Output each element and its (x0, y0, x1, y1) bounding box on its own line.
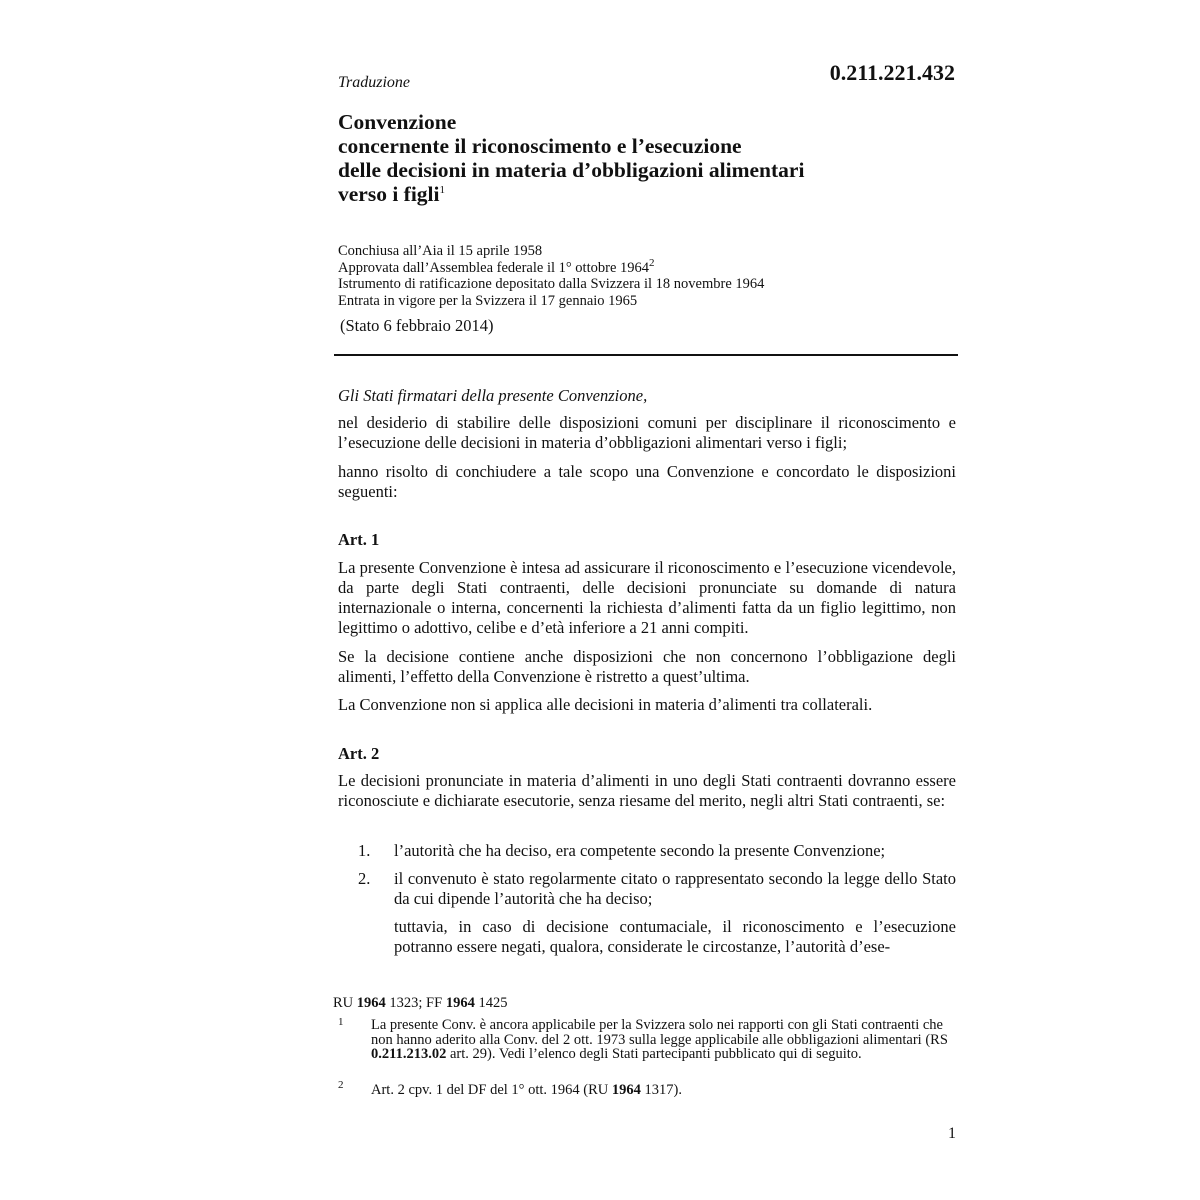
list-item-number: 1. (358, 841, 371, 860)
article-heading: Art. 1 (338, 530, 380, 549)
title-line-text: verso i figli (338, 182, 440, 206)
preamble-paragraph: nel desiderio di stabilire delle disposizioni comuni per disciplinare il riconoscimento e l’esecuzione delle decisioni in materia d’obbligazioni alimentari verso i figli; (338, 413, 956, 452)
status-date: (Stato 6 febbraio 2014) (340, 316, 494, 335)
footnote-text: La presente Conv. è ancora applicabile per la Svizzera solo nei rapporti con gli Stati contraenti che non hanno aderito alla Conv. del 2 ott. 1973 sulla legge applicabile alle obbligazioni alimentari (RS 0.211.213.02 art. 29). Vedi l’elenco degli Stati partecipanti pubblicato qui di seguito. (371, 1017, 948, 1062)
title-line: Convenzione (338, 110, 457, 134)
footnote-number: 2 (338, 1079, 344, 1091)
preamble-intro: Gli Stati firmatari della presente Convenzione, (338, 386, 648, 405)
publication-reference: RU 1964 1323; FF 1964 1425 (333, 995, 508, 1011)
article-paragraph: La presente Convenzione è intesa ad assicurare il riconoscimento e l’esecuzione vicendevole, da parte degli Stati contraenti, delle decisioni pronunciate su domande di natura internazionale o interna, concernenti la richiesta d’alimenti fatta da un figlio legittimo, non legittimo o adottivo, celibe e d’età inferiore a 21 anni compiti. (338, 558, 956, 637)
document-number: 0.211.221.432 (829, 60, 955, 85)
footnote-text: Art. 2 cpv. 1 del DF del 1° ott. 1964 (RU 1964 1317). (371, 1082, 682, 1098)
footnote-number: 1 (338, 1016, 344, 1028)
list-item-text: il convenuto è stato regolarmente citato o rappresentato secondo la legge dello Stato da cui dipende l’autorità che ha deciso; (394, 869, 956, 908)
page-number: 1 (948, 1125, 956, 1142)
article-heading: Art. 2 (338, 744, 380, 763)
list-item-number: 2. (358, 869, 371, 888)
article-paragraph: Le decisioni pronunciate in materia d’alimenti in uno degli Stati contraenti dovranno essere riconosciute e dichiarate esecutorie, senza riesame del merito, negli altri Stati contraenti, se: (338, 771, 956, 810)
footnote-ref[interactable]: 2 (649, 256, 655, 269)
translation-label: Traduzione (338, 74, 411, 91)
title-line: delle decisioni in materia d’obbligazioni alimentari (338, 158, 805, 182)
article-paragraph: Se la decisione contiene anche disposizioni che non concernono l’obbligazione degli alimenti, l’effetto della Convenzione è ristretto a quest’ultima. (338, 647, 956, 686)
entry-into-force-date: Entrata in vigore per la Svizzera il 17 gennaio 1965 (338, 292, 638, 309)
title-line: concernente il riconoscimento e l’esecuzione (338, 134, 742, 158)
approved-date: Approvata dall’Assemblea federale il 1° ottobre 1964$^2$ (338, 256, 655, 276)
footnote-ref[interactable]: 1 (439, 183, 446, 196)
document-title (338, 110, 958, 206)
preamble-paragraph: hanno risolto di conchiudere a tale scopo una Convenzione e concordato le disposizioni seguenti: (338, 462, 956, 501)
header-divider (334, 354, 958, 356)
list-item-text: l’autorità che ha deciso, era competente secondo la presente Convenzione; (394, 841, 886, 860)
article-paragraph: La Convenzione non si applica alle decisioni in materia d’alimenti tra collaterali. (338, 695, 873, 714)
title-line (338, 182, 958, 206)
concluded-date: Conchiusa all’Aia il 15 aprile 1958 (338, 243, 543, 259)
list-item-continuation: tuttavia, in caso di decisione contumaciale, il riconoscimento e l’esecuzione potranno essere negati, qualora, considerate le circostanze, l’autorità d’ese- (394, 917, 956, 956)
document-metadata (338, 243, 958, 309)
ratification-date: Istrumento di ratificazione depositato dalla Svizzera il 18 novembre 1964 (338, 276, 765, 292)
